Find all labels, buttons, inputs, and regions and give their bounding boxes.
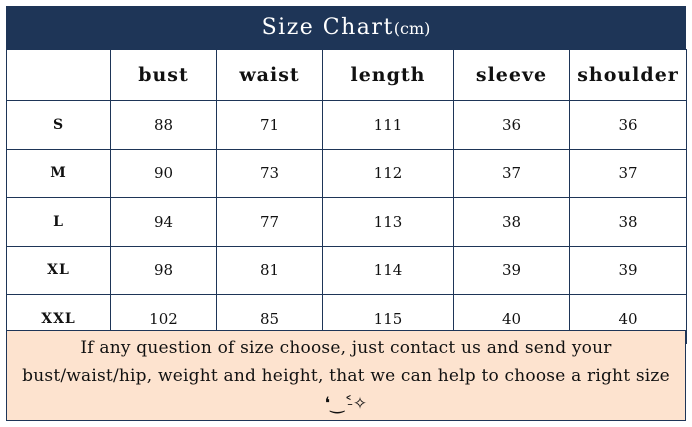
cell-length: 113 (323, 198, 454, 247)
table-head (7, 50, 687, 101)
cell-shoulder: 36 (570, 101, 687, 150)
column-header-size (7, 50, 111, 101)
cell-bust: 98 (111, 246, 217, 295)
table-row (7, 149, 687, 198)
chart-title-bar (6, 6, 686, 49)
cell-sleeve: 36 (454, 101, 570, 150)
cell-sleeve: 40 (454, 295, 570, 344)
page-title-unit: (cm) (393, 19, 431, 38)
column-header-waist: waist (217, 50, 323, 101)
cell-shoulder: 39 (570, 246, 687, 295)
cell-size: M (7, 149, 111, 198)
table-row (7, 101, 687, 150)
page-title (262, 15, 431, 40)
cell-waist: 81 (217, 246, 323, 295)
cell-length: 112 (323, 149, 454, 198)
column-header-length: length (323, 50, 454, 101)
cell-sleeve: 38 (454, 198, 570, 247)
cell-waist: 73 (217, 149, 323, 198)
cell-length: 114 (323, 246, 454, 295)
cell-bust: 88 (111, 101, 217, 150)
cell-size: XL (7, 246, 111, 295)
page-title-main: Size Chart (261, 15, 394, 40)
cell-shoulder: 38 (570, 198, 687, 247)
cell-waist: 71 (217, 101, 323, 150)
cell-shoulder: 40 (570, 295, 687, 344)
cell-size: XXL (7, 295, 111, 344)
size-help-note-text: If any question of size choose, just contact us and send your bust/waist/hip, weight and height, that we can help to choose a right size ❛‿˂̵✧ (22, 337, 670, 414)
cell-sleeve: 39 (454, 246, 570, 295)
cell-shoulder: 37 (570, 149, 687, 198)
table-row (7, 198, 687, 247)
cell-sleeve: 37 (454, 149, 570, 198)
cell-size: S (7, 101, 111, 150)
table-row (7, 246, 687, 295)
cell-waist: 85 (217, 295, 323, 344)
cell-bust: 90 (111, 149, 217, 198)
column-header-bust: bust (111, 50, 217, 101)
cell-bust: 94 (111, 198, 217, 247)
cell-bust: 102 (111, 295, 217, 344)
size-help-note (6, 330, 686, 421)
size-table (6, 49, 687, 344)
table-body (7, 101, 687, 344)
cell-waist: 77 (217, 198, 323, 247)
cell-length: 111 (323, 101, 454, 150)
cell-length: 115 (323, 295, 454, 344)
column-header-sleeve: sleeve (454, 50, 570, 101)
column-header-shoulder: shoulder (570, 50, 687, 101)
cell-size: L (7, 198, 111, 247)
table-header-row (7, 50, 687, 101)
